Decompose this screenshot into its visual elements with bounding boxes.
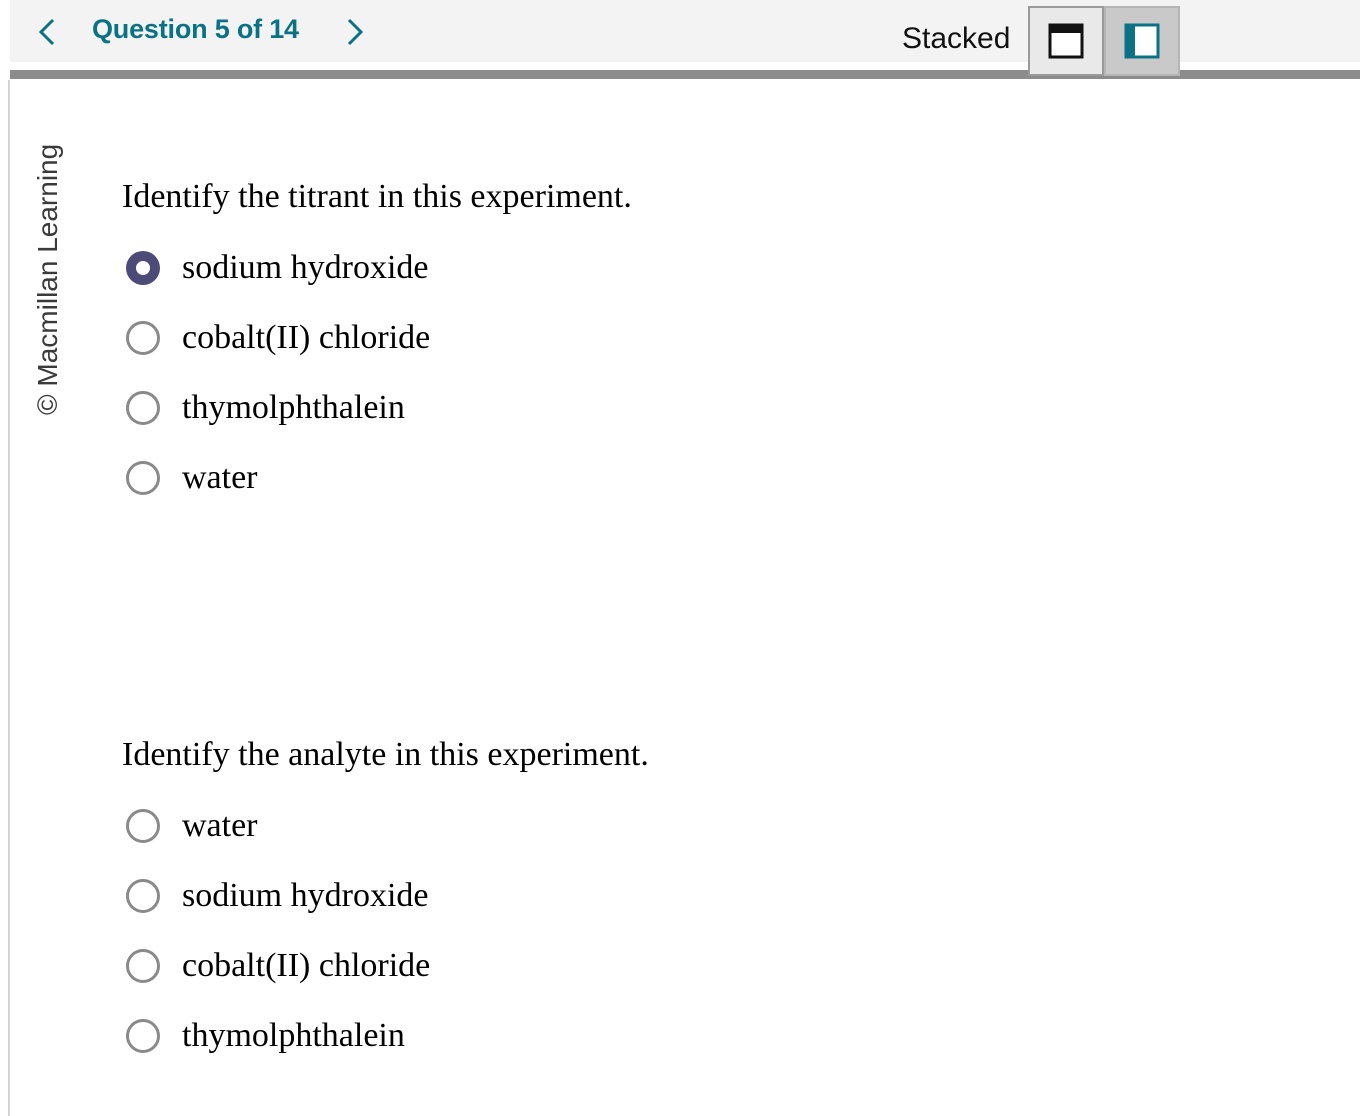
titrant-option-sodium-hydroxide[interactable] xyxy=(126,246,646,290)
radio-unselected-icon[interactable] xyxy=(126,879,160,913)
layout-mode-label: Stacked xyxy=(902,22,1011,55)
option-label: cobalt(II) chloride xyxy=(182,319,431,356)
option-label: thymolphthalein xyxy=(182,1017,405,1054)
option-label: water xyxy=(182,459,258,496)
titrant-option-cobalt-chloride[interactable] xyxy=(126,316,646,360)
analyte-option-cobalt-chloride[interactable] xyxy=(126,944,646,988)
radio-unselected-icon[interactable] xyxy=(126,809,160,843)
chevron-left-icon xyxy=(37,17,57,47)
analyte-option-water[interactable] xyxy=(126,804,646,848)
stacked-layout-icon xyxy=(1048,23,1084,59)
option-label: water xyxy=(182,807,258,844)
option-label: sodium hydroxide xyxy=(182,877,429,914)
previous-question-button[interactable] xyxy=(32,12,62,52)
option-label: thymolphthalein xyxy=(182,389,405,426)
radio-unselected-icon[interactable] xyxy=(126,949,160,983)
question-prompt-titrant: Identify the titrant in this experiment. xyxy=(122,178,632,215)
analyte-option-sodium-hydroxide[interactable] xyxy=(126,874,646,918)
question-counter[interactable]: Question 5 of 14 xyxy=(92,14,299,44)
analyte-option-thymolphthalein[interactable] xyxy=(126,1014,646,1058)
layout-stacked-button[interactable] xyxy=(1028,6,1104,76)
option-label: sodium hydroxide xyxy=(182,249,429,286)
chevron-right-icon xyxy=(345,17,365,47)
copyright-notice: © Macmillan Learning xyxy=(32,143,63,415)
question-prompt-analyte: Identify the analyte in this experiment. xyxy=(122,736,649,773)
left-rail-divider xyxy=(8,80,10,1116)
radio-unselected-icon[interactable] xyxy=(126,321,160,355)
radio-unselected-icon[interactable] xyxy=(126,1019,160,1053)
layout-side-by-side-button[interactable] xyxy=(1104,6,1180,76)
next-question-button[interactable] xyxy=(340,12,370,52)
option-label: cobalt(II) chloride xyxy=(182,947,431,984)
titrant-option-water[interactable] xyxy=(126,456,646,500)
radio-selected-icon[interactable] xyxy=(126,251,160,285)
radio-unselected-icon[interactable] xyxy=(126,391,160,425)
side-by-side-layout-icon xyxy=(1124,23,1160,59)
radio-unselected-icon[interactable] xyxy=(126,461,160,495)
titrant-option-thymolphthalein[interactable] xyxy=(126,386,646,430)
